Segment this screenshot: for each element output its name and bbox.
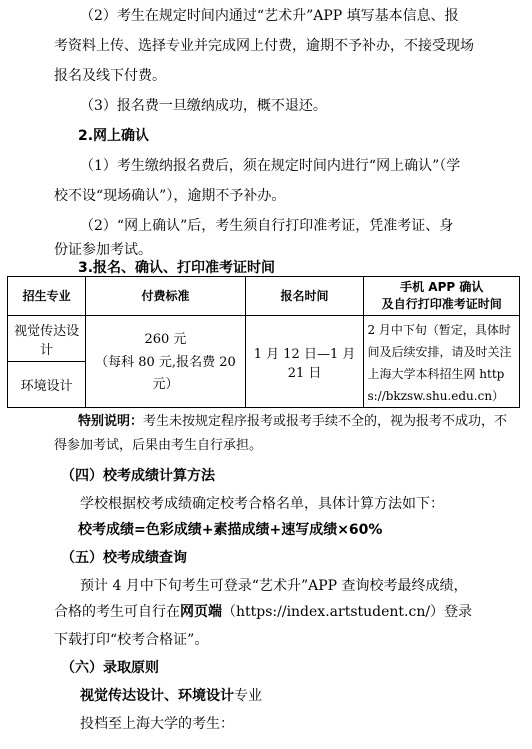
fee-breakdown: （每科 80 元,报名费 20 元）	[95, 354, 236, 392]
paragraph-line: 考资料上传、选择专业并完成网上付费，逾期不予补办，不接受现场	[54, 38, 474, 54]
special-note-line	[78, 412, 507, 432]
cell-major: 环境设计	[8, 362, 86, 408]
paragraph-line: 投档至上海大学的考生：	[80, 716, 234, 732]
subheading-online-confirm: 2.网上确认	[78, 128, 150, 144]
cell-fee	[86, 316, 245, 408]
paragraph-line	[80, 686, 262, 706]
schedule-table	[7, 276, 520, 408]
paragraph-line: 下载打印“校考合格证”。	[54, 632, 209, 648]
paragraph-line: 份证参加考试。	[54, 242, 152, 258]
text-span: 合格的考生可自行在	[54, 604, 180, 620]
paragraph-line: （1）考生缴纳报名费后，须在规定时间内进行“网上确认”（学	[80, 158, 461, 174]
table-header-row	[8, 277, 520, 316]
paragraph-line: 预计 4 月中下旬考生可登录“艺术升”APP 查询校考最终成绩，	[80, 578, 468, 594]
subheading-schedule: 3.报名、确认、打印准考证时间	[78, 260, 276, 276]
header-signup-time: 报名时间	[245, 277, 364, 316]
paragraph-line: 校不设“现场确认”），逾期不予补办。	[54, 188, 286, 204]
section-heading: （四）校考成绩计算方法	[61, 468, 215, 484]
header-app-line1: 手机 APP 确认	[400, 280, 484, 294]
text-span: （https://index.artstudent.cn/）登录	[222, 604, 473, 620]
header-app-confirm	[364, 277, 520, 316]
special-note-label: 特别说明：	[78, 414, 144, 429]
web-portal-label: 网页端	[180, 604, 222, 620]
section-heading: （五）校考成绩查询	[61, 550, 187, 566]
header-fee: 付费标准	[86, 277, 245, 316]
special-note-line: 得参加考试，后果由考生自行承担。	[54, 438, 263, 453]
table-row	[8, 316, 520, 362]
cell-signup-time: 1 月 12 日—1 月 21 日	[245, 316, 364, 408]
cell-app-notes: 2 月中下旬（暂定，具体时间及后续安排，请及时关注上海大学本科招生网 https://bkzsw.shu.edu.cn）	[364, 316, 520, 408]
header-app-line2: 及自行打印准考证时间	[381, 297, 502, 311]
formula-line: 校考成绩=色彩成绩+素描成绩+速写成绩×60%	[78, 522, 383, 538]
paragraph-line: （2）“网上确认”后，考生须自行打印准考证，凭准考证、身	[80, 218, 454, 234]
text-span: 专业	[234, 688, 262, 704]
paragraph-line: 报名及线下付费。	[54, 68, 166, 84]
section-heading: （六）录取原则	[61, 660, 159, 676]
paragraph-line: 学校根据校考成绩确定校考合格名单，具体计算方法如下：	[80, 496, 444, 512]
paragraph-line	[54, 602, 472, 622]
cell-major: 视觉传达设计	[8, 316, 86, 362]
paragraph-line: （2）考生在规定时间内通过“艺术升”APP 填写基本信息、报	[80, 8, 459, 24]
special-note-text: 考生未按规定程序报考或报考手续不全的，视为报考不成功，不	[143, 414, 508, 429]
paragraph-line: （3）报名费一旦缴纳成功，概不退还。	[80, 98, 327, 114]
header-major: 招生专业	[8, 277, 86, 316]
majors-label: 视觉传达设计、环境设计	[80, 688, 234, 704]
fee-amount: 260 元	[144, 331, 187, 347]
